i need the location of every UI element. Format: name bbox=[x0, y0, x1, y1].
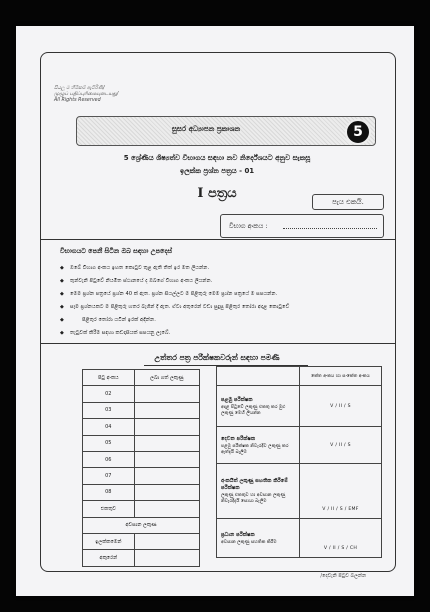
instructions-heading: විභාගයට පෙනී සිටින ඔබ සඳහා උපදෙස් bbox=[60, 247, 173, 255]
table-row bbox=[83, 386, 200, 402]
exam-title-line2: ඉලක්ක ප්‍රශ්න පත්‍රය - 01 bbox=[179, 167, 255, 175]
publisher-name: සුසර අධ්‍යාපන ප්‍රකාශන bbox=[171, 125, 241, 133]
marks-cell[interactable] bbox=[134, 468, 199, 484]
total-cell[interactable] bbox=[134, 501, 199, 517]
exam-title-line1: 5 ශ්‍රේණිය ශිෂ්‍යත්ව විභාගය සඳහා නව නිර්දේශයට අනුව සැකසූ bbox=[123, 154, 311, 162]
table-row bbox=[83, 517, 200, 533]
column-header: පිටු අංකය bbox=[83, 370, 135, 386]
marks-cell[interactable] bbox=[134, 386, 199, 402]
marks-cell[interactable] bbox=[134, 451, 199, 467]
examiner-code-cell[interactable] bbox=[300, 386, 382, 427]
table-row bbox=[217, 464, 382, 519]
page-number-cell: 06 bbox=[83, 451, 135, 467]
table-row bbox=[83, 468, 200, 484]
page-number-cell: 08 bbox=[83, 484, 135, 500]
instruction-item: ◆ සෑම ප්‍රශ්නයකට ම පිළිතුරු හතර බැගින් දී ඇත. ඒවා අතුරෙන් වඩා සුදුසු පිළිතුර තෝරා අදාළ කොටුවේ bbox=[60, 301, 380, 314]
marks-cell[interactable] bbox=[134, 435, 199, 451]
table-row bbox=[83, 402, 200, 418]
grade-code: V / II / S bbox=[330, 442, 351, 448]
copyright-line: All Rights Reserved bbox=[54, 98, 101, 103]
blank-header bbox=[217, 367, 300, 386]
divider bbox=[40, 239, 396, 240]
copyright-notice bbox=[54, 86, 118, 104]
examiner-title: දෙවන පරීක්ෂක bbox=[221, 435, 256, 442]
code-header: කේත අංකය හා සංකේත අංකය bbox=[300, 367, 382, 386]
next-page-note: /දෙවැනි පිටුව බලන්න bbox=[320, 573, 366, 579]
exam-paper bbox=[16, 26, 414, 596]
in-numbers-cell[interactable] bbox=[134, 533, 199, 549]
table-row bbox=[83, 501, 200, 517]
marks-cell[interactable] bbox=[134, 419, 199, 435]
index-number-line[interactable] bbox=[283, 228, 377, 229]
index-number-box[interactable] bbox=[220, 214, 384, 238]
instruction-item: ◆ තුන්වැනි පිටුවේ නියමිත ස්ථානයේ ද ඔබගේ විභාග අංකය ලියන්න. bbox=[60, 275, 380, 288]
table-row bbox=[217, 386, 382, 427]
index-number-label: විභාග අංකය : bbox=[229, 222, 268, 230]
examiner-code-cell[interactable] bbox=[300, 519, 382, 558]
page-number-cell: 07 bbox=[83, 468, 135, 484]
examiner-label bbox=[217, 427, 300, 464]
instruction-item: ◆ මෙම ප්‍රශ්න පත්‍රයේ ප්‍රශ්න 40 ක් ඇත. ප්‍රශ්න සියල්ලට ම පිළිතුරු මෙම ප්‍රශ්න පත්‍රයේ ම සපයන්න. bbox=[60, 288, 380, 301]
table-row bbox=[83, 451, 200, 467]
copyright-line: සියලු ම හිමිකම් ඇවිරිණි/ bbox=[54, 86, 105, 91]
in-words-cell[interactable] bbox=[134, 550, 199, 566]
grade-badge: 5 bbox=[345, 119, 371, 145]
grade-code: V / II / S / EMF bbox=[322, 507, 359, 512]
in-words-label: අකුරෙන් bbox=[83, 550, 135, 566]
table-row bbox=[217, 519, 382, 558]
examiner-desc: අවසාන ලකුණු සහතික කිරීම bbox=[221, 539, 277, 545]
table-row bbox=[217, 427, 382, 464]
instruction-item: ◆ ඔබේ විභාග අංකය ඉහත කොටුව තුළ ඇති තිත් ඉර මත ලියන්න. bbox=[60, 262, 380, 275]
examiner-desc: අදාළ පිටුවේ ලකුණු එකතු කර මුළු ලකුණු මෙහි ලියන්න bbox=[221, 404, 286, 416]
final-marks-label: අවසාන ලකුණ bbox=[83, 517, 200, 533]
examiner-label bbox=[217, 386, 300, 427]
publisher-banner bbox=[76, 116, 376, 146]
paper-number: I පත්‍රය bbox=[197, 186, 237, 201]
examiner-code-cell[interactable] bbox=[300, 427, 382, 464]
examiners-heading: උත්තර පත්‍ර පරීක්ෂකවරුන් සඳහා පමණි bbox=[154, 353, 280, 362]
examiner-label bbox=[217, 464, 300, 519]
examiner-title: පළමු පරීක්ෂක bbox=[221, 396, 253, 403]
time-label: පැය එකයි. bbox=[332, 197, 364, 206]
grade-code: V / II / S / CH bbox=[323, 546, 358, 551]
marks-cell[interactable] bbox=[134, 402, 199, 418]
marks-table bbox=[82, 369, 200, 567]
table-row bbox=[83, 533, 200, 549]
page-number-cell: 05 bbox=[83, 435, 135, 451]
page-number-cell: 04 bbox=[83, 419, 135, 435]
page-number-cell: 03 bbox=[83, 402, 135, 418]
copyright-line: முழுப் பதிப்புரிமையுடையது/ bbox=[54, 92, 119, 97]
examiner-title: අංකයිත් ලකුණු සහතික කිරීමේ පරීක්ෂක bbox=[221, 478, 288, 491]
table-row bbox=[83, 484, 200, 500]
page-number-cell: 02 bbox=[83, 386, 135, 402]
time-box bbox=[312, 194, 384, 210]
examiner-desc: ලකුණු එකතුව හා අවසාන ලකුණු නිවැරදිදැයි සොයා බැලීම bbox=[221, 493, 286, 504]
divider bbox=[40, 343, 396, 344]
total-label: එකතුව bbox=[83, 501, 135, 517]
instruction-item: ◆ තැටුවක් කිරීම සඳහා කඩදාසියක් සපයනු ලැබේ. bbox=[60, 327, 380, 340]
column-header: ලබා ගත් ලකුණු bbox=[134, 370, 199, 386]
examiner-table bbox=[216, 366, 382, 558]
examiner-label bbox=[217, 519, 300, 558]
marks-cell[interactable] bbox=[134, 484, 199, 500]
instruction-item: ◆ පිළිතුර තෝරා යටින් ඉරක් අඳින්න. bbox=[60, 314, 380, 327]
examiner-desc: පළමු පරීක්ෂක නිවැරදිව ලකුණු කර ඇත්දැයි බැලීම bbox=[221, 443, 289, 455]
examiner-title: ප්‍රධාන පරීක්ෂක bbox=[221, 531, 255, 538]
grade-code: V / II / S bbox=[330, 403, 351, 409]
examiner-code-cell[interactable] bbox=[300, 464, 382, 519]
in-numbers-label: ඉලක්කමෙන් bbox=[83, 533, 135, 549]
instructions-list bbox=[60, 262, 380, 340]
table-row bbox=[83, 550, 200, 566]
table-row bbox=[83, 419, 200, 435]
table-row bbox=[83, 435, 200, 451]
